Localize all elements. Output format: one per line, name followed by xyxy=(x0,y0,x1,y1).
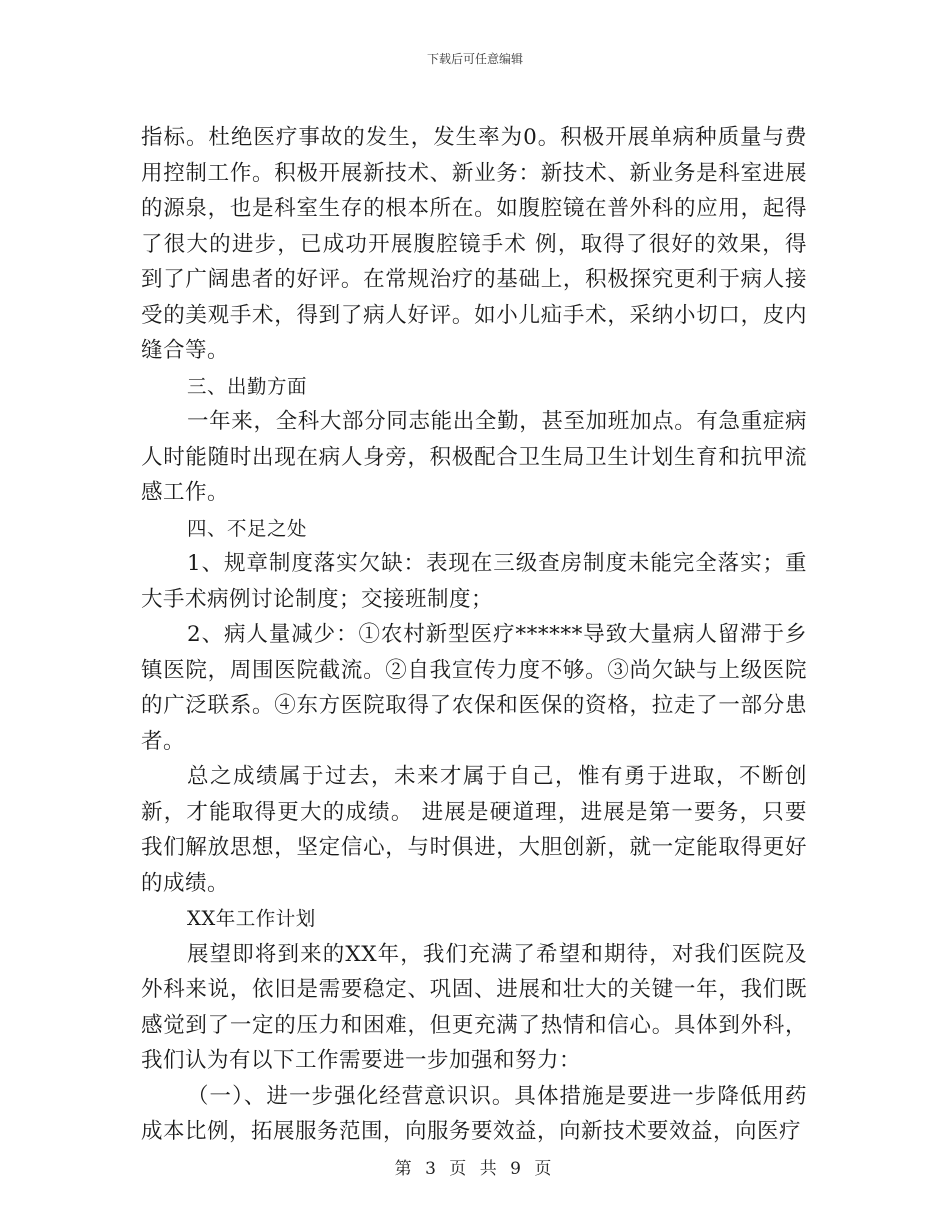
paragraph-outlook: 展望即将到来的XX年，我们充满了希望和期待，对我们医院及外科来说，依旧是需要稳定、巩固、进展和壮大的关键一年，我们既感觉到了一定的压力和困难，但更充满了热情和信心。具体到外科，我们认为有以下工作需要进一步加强和努力： xyxy=(141,941,807,1073)
section-heading-shortcomings: 四、不足之处 xyxy=(187,516,308,540)
paragraph-attendance: 一年来，全科大部分同志能出全勤，甚至加班加点。有急重症病人时能随时出现在病人身旁，积极配合卫生局卫生计划生育和抗甲流感工作。 xyxy=(141,409,807,505)
section-heading-attendance: 三、出勤方面 xyxy=(187,374,308,398)
page-header: 下载后可任意编辑 xyxy=(426,52,523,66)
paragraph-shortcoming-1: 1、规章制度落实欠缺：表现在三级查房制度未能完全落实；重大手术病例讨论制度；交接班制度； xyxy=(141,551,807,612)
paragraph-shortcoming-2: 2、病人量减少：①农村新型医疗******导致大量病人留滞于乡镇医院，周围医院截流。②自我宣传力度不够。③尚欠缺与上级医院的广泛联系。④东方医院取得了农保和医保的资格，拉走了一部分患者。 xyxy=(141,622,807,754)
page-footer: 第 3 页 共 9 页 xyxy=(394,1159,556,1179)
paragraph-continuation: 指标。杜绝医疗事故的发生，发生率为0。积极开展单病种质量与费用控制工作。积极开展新技术、新业务：新技术、新业务是科室进展的源泉，也是科室生存的根本所在。如腹腔镜在普外科的应用，起得了很大的进步，已成功开展腹腔镜手术 例，取得了很好的效果，得到了广阔患者的好评。在常规治疗的基础上，积极探究更利于病人接受的美观手术，得到了病人好评。如小儿疝手术，采纳小切口，皮内缝合等。 xyxy=(141,125,807,363)
section-heading-work-plan: XX年工作计划 xyxy=(187,907,316,930)
paragraph-summary: 总之成绩属于过去，未来才属于自己，惟有勇于进取，不断创新，才能取得更大的成绩。 进展是硬道理，进展是第一要务，只要我们解放思想，坚定信心，与时俱进，大胆创新，就一定能取得更好的成绩。 xyxy=(141,764,807,896)
document-body xyxy=(141,120,807,1150)
paragraph-plan-item-1: （一）、进一步强化经营意识识。具体措施是要进一步降低用药成本比例，拓展服务范围，向服务要效益，向新技术要效益，向医疗 xyxy=(141,1083,807,1144)
